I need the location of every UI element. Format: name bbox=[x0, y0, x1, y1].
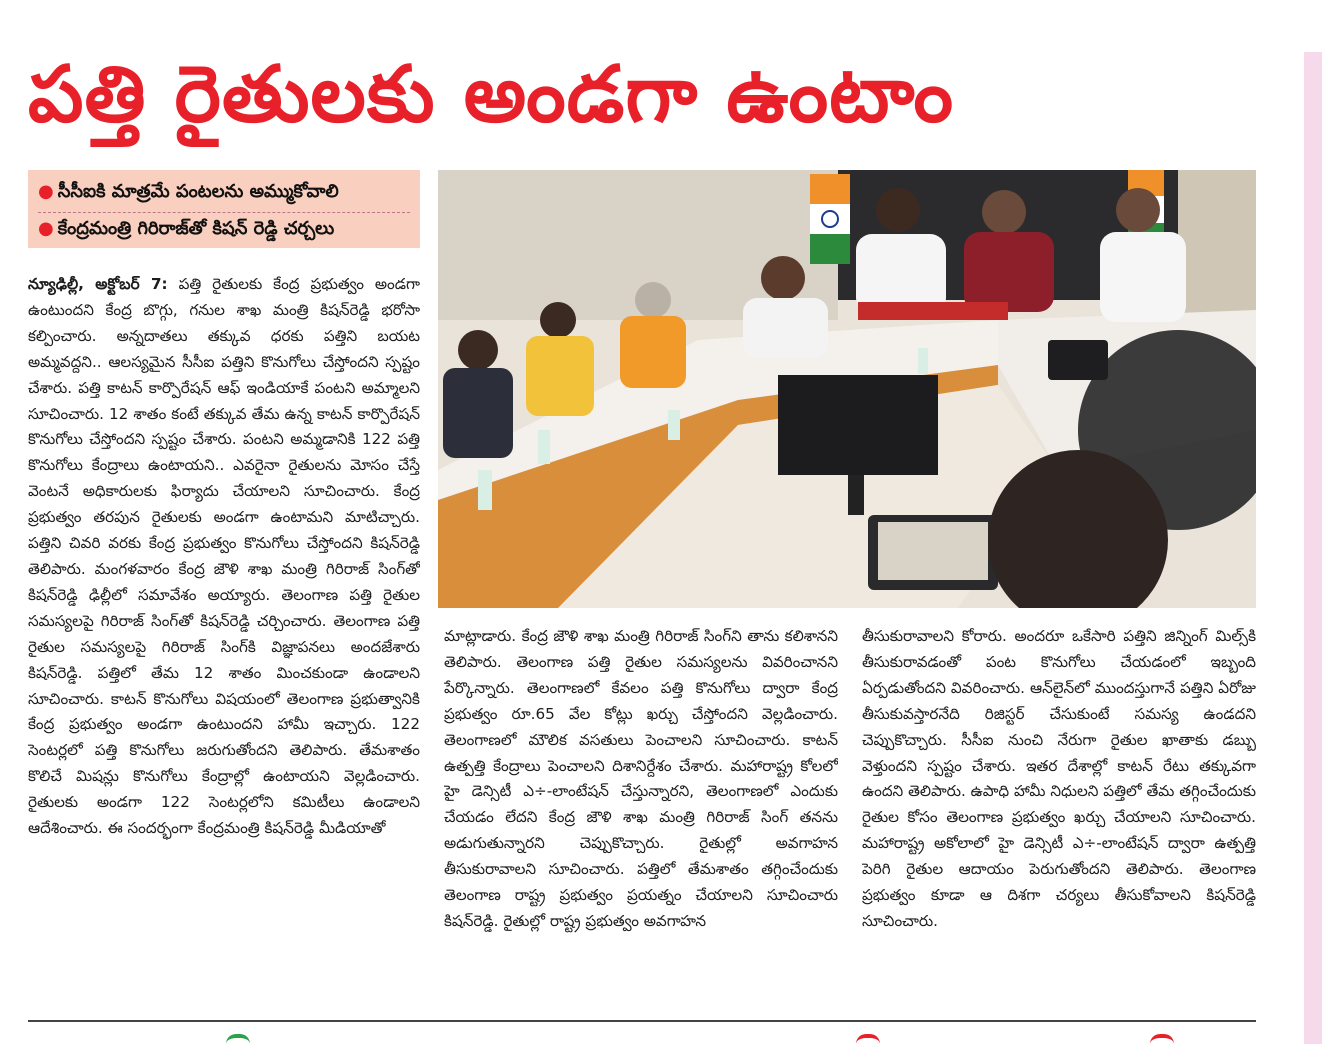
highlight-text: సీసీఐకి మాత్రమే పంటలను అమ్ముకోవాలి bbox=[57, 181, 339, 202]
footer-mark bbox=[856, 1034, 880, 1048]
bullet-icon: ● bbox=[38, 218, 54, 239]
article-text: పత్తి రైతులకు కేంద్ర ప్రభుత్వం అండగా ఉంటుందని కేంద్ర బొగ్గు, గనుల శాఖ మంత్రి కిషన్‌రెడ్డి భరోసా కల్పించారు. అన్నదాతలు తక్కువ ధరకు పత్తిని బయట అమ్మవద్దని.. ఆలస్యమైన సీసీఐ పత్తిని కొనుగోలు చేస్తోందని స్పష్టం చేశారు. పత్తి కాటన్ కార్పొరేషన్ ఆఫ్ ఇండియాకే పంటని అమ్మాలని సూచించారు. 12 శాతం కంటే తక్కువ తేమ ఉన్న కాటన్ కార్పొరేషన్ కొనుగోలు చేస్తోందని స్పష్టం చేశారు. పంటని అమ్మడానికి 122 పత్తి కొనుగోలు కేంద్రాలు ఉంటాయని.. ఎవరైనా రైతులను మోసం చేస్తే వెంటనే అధికారులకు ఫిర్యాదు చేయాలని సూచించారు. కేంద్ర ప్రభుత్వం తరపున రైతులకు అండగా ఉంటామని మాటిచ్చారు. పత్తిని చివరి వరకు కేంద్ర ప్రభుత్వం కొనుగోలు చేస్తోందని కిషన్‌రెడ్డి తెలిపారు. మంగళవారం కేంద్ర జౌళి శాఖ మంత్రి గిరిరాజ్ సింగ్‌తో కిషన్‌రెడ్డి ఢిల్లీలో సమావేశం అయ్యారు. తెలంగాణ పత్తి రైతుల సమస్యలపై గిరిరాజ్ సింగ్‌తో కిషన్‌రెడ్డి చర్చించారు. తెలంగాణ పత్తి రైతుల సమస్యలపై గిరిరాజ్ సింగ్‌కి విజ్ఞాపనలు అందజేశారు కిషన్‌రెడ్డి. పత్తిలో తేమ 12 శాతం మించకుండా ఉండాలని సూచించారు. కాటన్ కొనుగోలు విషయంలో తెలంగాణ ప్రభుత్వానికి కేంద్ర ప్రభుత్వం అండగా ఉంటుందని హామీ ఇచ్చారు. 122 సెంటర్లలో పత్తి కొనుగోలు జరుగుతోందని తెలిపారు. తేమశాతం కొలిచే మిషన్లు కొనుగోలు కేంద్రాల్లో ఉంటాయని వెల్లడించారు. రైతులకు అండగా 122 సెంటర్లలోని కమిటీలు ఉండాలని ఆదేశించారు. ఈ సందర్భంగా కేంద్రమంత్రి కిషన్‌రెడ్డి మీడియాతో bbox=[28, 275, 420, 838]
article-column-1 bbox=[28, 272, 420, 1008]
article-text: మాట్లాడారు. కేంద్ర జౌళి శాఖ మంత్రి గిరిరాజ్ సింగ్‌ని తాను కలిశానని తెలిపారు. తెలంగాణ పత్తి రైతుల సమస్యలను వివరించానని పేర్కొన్నారు. తెలంగాణలో కేవలం పత్తి కొనుగోలు ద్వారా కేంద్ర ప్రభుత్వం రూ.65 వేల కోట్లు ఖర్చు చేస్తోందని వెల్లడించారు. తెలంగాణలో మౌలిక వసతులు పెంచాలని సూచించారు. కాటన్ ఉత్పత్తి కేంద్రాలు పెంచాలని దిశానిర్దేశం చేశారు. మహారాష్ట్ర కోలలో హై డెన్సిటీ ఎ÷-లాంటేషన్ చేస్తున్నారని, తెలంగాణలో ఎందుకు చేయడం లేదని కేంద్ర జౌళి శాఖ మంత్రి గిరిరాజ్ సింగ్ తనను అడుగుతున్నారని చెప్పుకొచ్చారు. రైతుల్లో అవగాహన తీసుకురావాలని సూచించారు. పత్తిలో తేమశాతం తగ్గించేందుకు తెలంగాణ రాష్ట్ర ప్రభుత్వం ప్రయత్నం చేయాలని సూచించారు కిషన్‌రెడ్డి. రైతుల్లో రాష్ట్ర ప్రభుత్వం అవగాహన bbox=[444, 627, 838, 930]
footer-mark bbox=[226, 1034, 250, 1048]
meeting-photo-illustration bbox=[438, 170, 1256, 608]
highlight-item bbox=[38, 176, 410, 208]
article-text: తీసుకురావాలని కోరారు. అందరూ ఒకేసారి పత్తిని జిన్నింగ్ మిల్స్‌కి తీసుకురావడంతో పంట కొనుగోలు చేయడంలో ఇబ్బంది ఏర్పడుతోందని వివరించారు. ఆన్‌లైన్‌లో ముందస్తుగానే పత్తిని ఏరోజు తీసుకువస్తారనేది రిజిస్టర్ చేసుకుంటే సమస్య ఉండదని చెప్పుకొచ్చారు. సీసీఐ నుంచి నేరుగా రైతుల ఖాతాకు డబ్బు వెళ్తుందని స్పష్టం చేశారు. ఇతర దేశాల్లో కాటన్ రేటు తక్కువగా ఉందని తెలిపారు. ఉపాధి హామీ నిధులని పత్తిలో తేమ తగ్గించేందుకు రైతుల కోసం తెలంగాణ ప్రభుత్వం ఖర్చు చేయాలని సూచించారు. మహారాష్ట్ర అకోలాలో హై డెన్సిటీ ఎ÷-లాంటేషన్ ద్వారా ఉత్పత్తి పెరిగి రైతుల ఆదాయం పెరుగుతోందని తెలిపారు. తెలంగాణ ప్రభుత్వం కూడా ఆ దిశగా చర్యలు తీసుకోవాలని కిషన్‌రెడ్డి సూచించారు. bbox=[862, 627, 1256, 930]
headline: పత్తి రైతులకు అండగా ఉంటాం bbox=[28, 50, 955, 140]
article-column-2 bbox=[444, 624, 838, 1008]
highlights-box bbox=[28, 170, 420, 248]
highlight-item bbox=[38, 212, 410, 245]
dateline: న్యూఢిల్లీ, అక్టోబర్ 7: bbox=[28, 275, 168, 293]
bottom-divider bbox=[28, 1020, 1256, 1022]
article-column-3 bbox=[862, 624, 1256, 1008]
side-strip bbox=[1304, 52, 1322, 1044]
highlight-text: కేంద్రమంత్రి గిరిరాజ్‌తో కిషన్ రెడ్డి చర్చలు bbox=[57, 218, 335, 239]
meeting-photo bbox=[438, 170, 1256, 608]
footer-mark bbox=[1150, 1034, 1174, 1048]
bullet-icon: ● bbox=[38, 181, 54, 202]
